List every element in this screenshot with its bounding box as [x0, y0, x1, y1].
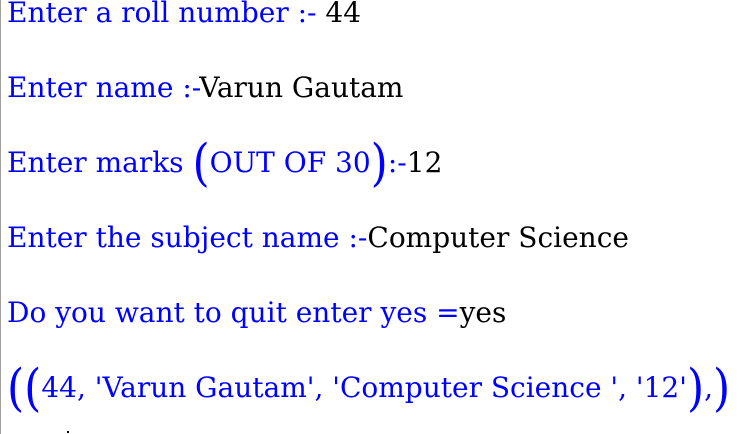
marks-close-paren: ) — [370, 134, 388, 193]
marks-open-paren: ( — [192, 134, 210, 193]
left-border — [0, 0, 1, 434]
name-prompt: Enter name :- — [7, 71, 200, 104]
marks-prompt: Enter marks — [7, 146, 193, 179]
quit-value: yes — [459, 296, 507, 329]
marks-prompt-suffix: :- — [387, 146, 407, 179]
roll-number-prompt: Enter a roll number :- — [7, 0, 326, 29]
marks-max-label: OUT OF 30 — [209, 146, 371, 179]
result-tuple-content: 44, 'Varun Gautam', 'Computer Science ', '12' — [41, 371, 687, 404]
text-cursor — [67, 431, 69, 433]
roll-number-line — [7, 0, 361, 30]
result-outer-open-paren: ( — [7, 359, 25, 418]
result-comma: , — [704, 371, 714, 404]
result-outer-close-paren: ) — [713, 359, 731, 418]
name-line — [7, 71, 403, 105]
subject-value: Computer Science — [367, 221, 629, 254]
subject-prompt: Enter the subject name :- — [7, 221, 368, 254]
marks-value: 12 — [406, 146, 443, 179]
quit-line — [7, 296, 506, 330]
quit-prompt: Do you want to quit enter yes = — [7, 296, 460, 329]
result-inner-open-paren: ( — [24, 359, 42, 418]
roll-number-value: 44 — [325, 0, 362, 29]
subject-line — [7, 221, 629, 255]
result-line — [7, 359, 731, 418]
result-inner-close-paren: ) — [686, 359, 705, 418]
marks-line — [7, 134, 443, 193]
name-value: Varun Gautam — [199, 71, 404, 104]
